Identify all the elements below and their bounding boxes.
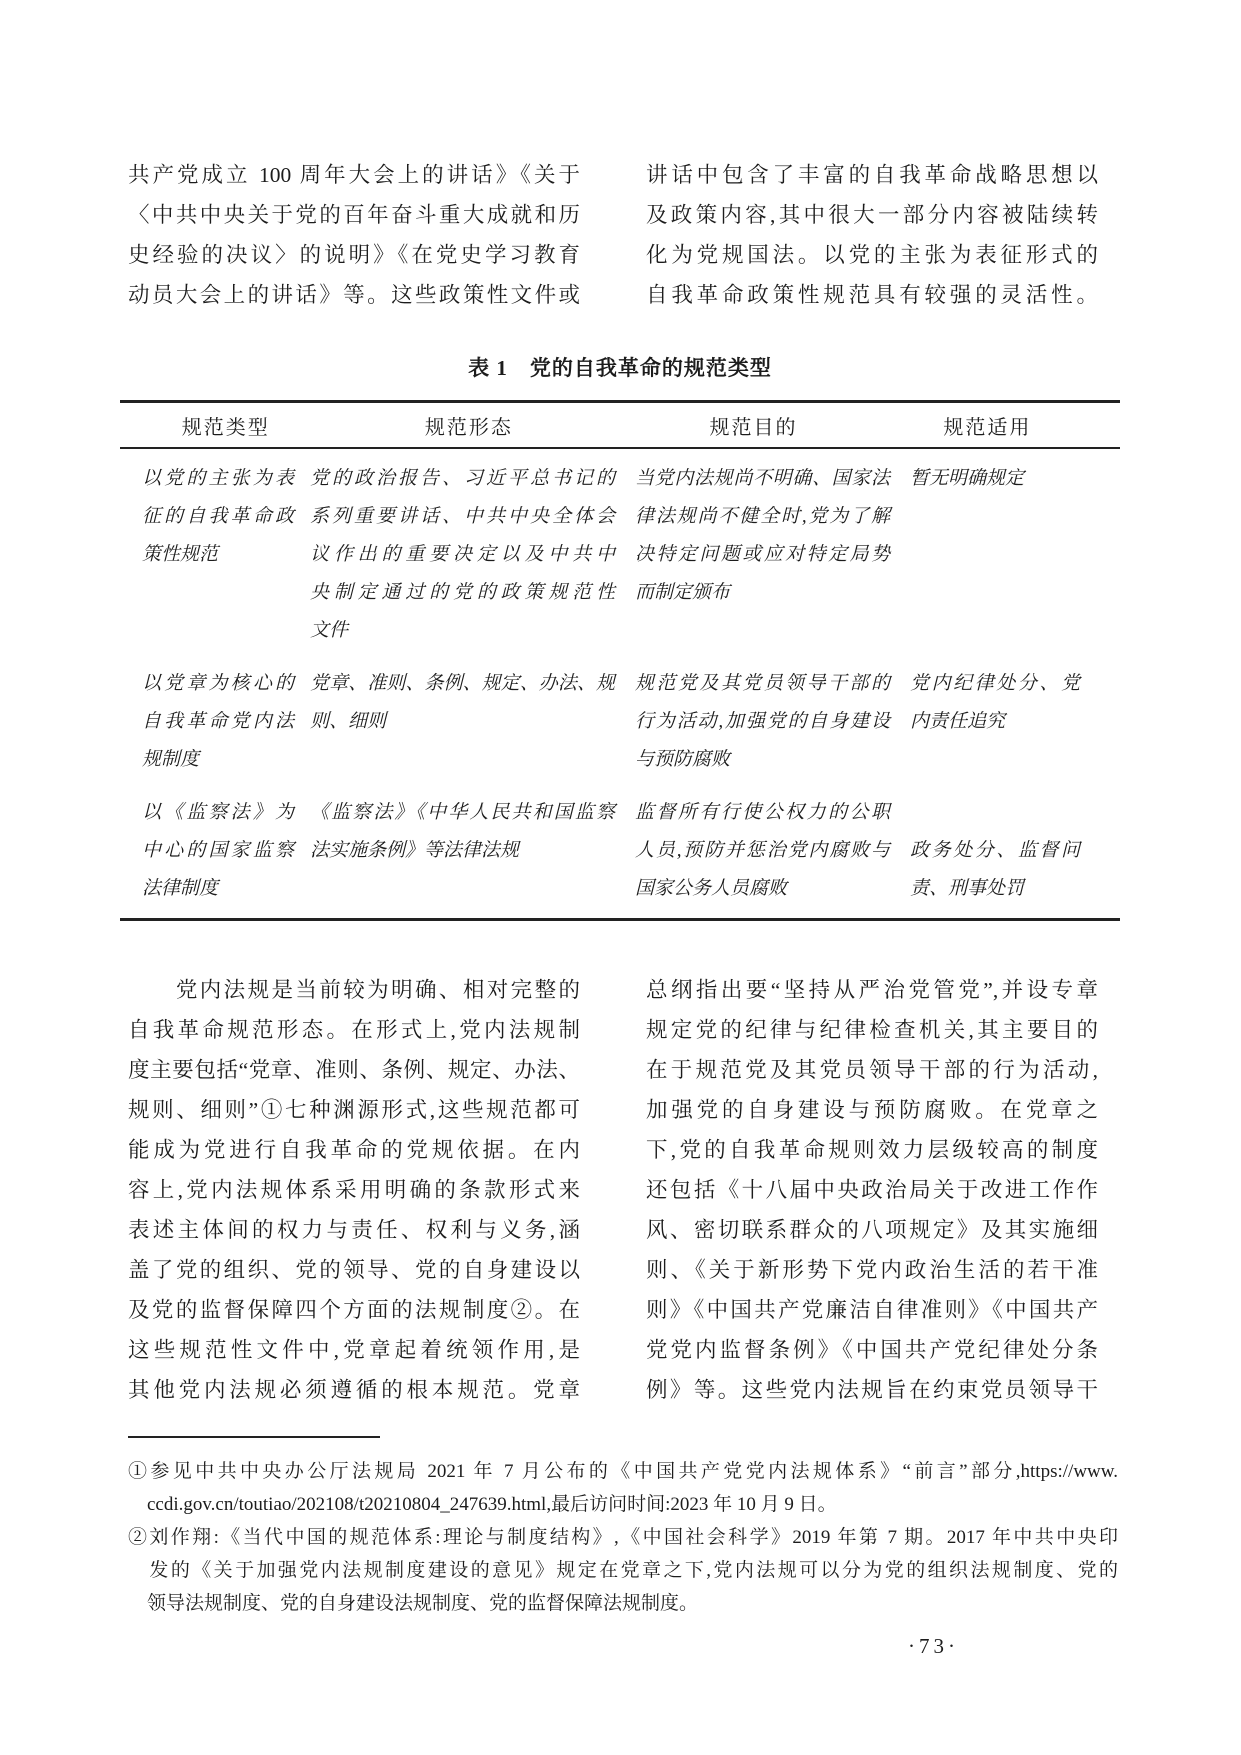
cell-norm-type xyxy=(120,794,310,908)
footnotes xyxy=(128,1455,1118,1620)
text-line: 发的《关于加强党内法规制度建设的意见》规定在党章之下,党内法规可以分为党的组织法规制度、党的 xyxy=(128,1560,1118,1581)
text-line: 在于规范党及其党员领导干部的行为活动, xyxy=(646,1058,1098,1082)
text-line: 与预防腐败 xyxy=(635,749,731,770)
cell-norm-type xyxy=(120,460,310,650)
cell-norm-application xyxy=(910,665,1120,779)
text-line: 下,党的自我革命规则效力层级较高的制度 xyxy=(646,1138,1098,1162)
table-header-norm-form: 规范形态 xyxy=(424,416,513,439)
intro-columns xyxy=(128,155,1118,315)
text-line: 文件 xyxy=(310,620,349,641)
text-line: 共产党成立 100 周年大会上的讲话》《关于 xyxy=(128,163,580,187)
text-line: 以《监察法》为 xyxy=(142,802,294,823)
cell-norm-purpose xyxy=(635,794,910,908)
text-line: ccdi.gov.cn/toutiao/202108/t20210804_247639.html,最后访问时间:2023 年 10 月 9 日。 xyxy=(128,1494,837,1515)
text-line: 其他党内法规必须遵循的根本规范。党章 xyxy=(128,1378,580,1402)
text-line: 还包括《十八届中央政治局关于改进工作作 xyxy=(646,1178,1098,1202)
text-line: 史经验的决议〉的说明》《在党史学习教育 xyxy=(128,243,580,267)
text-line: 容上,党内法规体系采用明确的条款形式来 xyxy=(128,1178,580,1202)
text-line: 总纲指出要“坚持从严治党管党”,并设专章 xyxy=(646,978,1098,1002)
text-line: 规定党的纪律与纪律检查机关,其主要目的 xyxy=(646,1018,1098,1042)
table-row xyxy=(120,665,1120,779)
text-line: 加强党的自身建设与预防腐败。在党章之 xyxy=(646,1098,1098,1122)
text-line: 法律制度 xyxy=(142,878,219,899)
text-line: 责、刑事处罚 xyxy=(910,878,1025,899)
text-line: 党的政治报告、习近平总书记的 xyxy=(310,468,615,489)
text-line: 中心的国家监察 xyxy=(142,840,294,861)
table-header-norm-type: 规范类型 xyxy=(181,416,270,439)
table-header-norm-application: 规范适用 xyxy=(943,416,1032,439)
text-line: 规制度 xyxy=(142,749,200,770)
text-line: 议作出的重要决定以及中共中 xyxy=(310,544,615,565)
text-line: 及党的监督保障四个方面的法规制度②。在 xyxy=(128,1298,580,1322)
text-line: 以党的主张为表 xyxy=(142,468,294,489)
text-line: 规范党及其党员领导干部的 xyxy=(635,673,890,694)
text-line: ②刘作翔:《当代中国的规范体系:理论与制度结构》,《中国社会科学》2019 年第 7 期。2017 年中共中央印 xyxy=(128,1527,1118,1548)
table-header-row xyxy=(120,403,1120,449)
text-line: 则》《中国共产党廉洁自律准则》《中国共产 xyxy=(646,1298,1098,1322)
text-line: 党党内监督条例》《中国共产党纪律处分条 xyxy=(646,1338,1098,1362)
text-line: 政务处分、监督问 xyxy=(910,840,1080,861)
text-line: 而制定颁布 xyxy=(635,582,731,603)
body-left-column xyxy=(128,970,580,1410)
text-line: 例》等。这些党内法规旨在约束党员领导干 xyxy=(646,1378,1098,1402)
text-line: 自我革命党内法 xyxy=(142,711,294,732)
text-line: 决特定问题或应对特定局势 xyxy=(635,544,890,565)
body-columns xyxy=(128,970,1118,1410)
normative-types-table xyxy=(120,400,1120,921)
text-line: 党内纪律处分、党 xyxy=(910,673,1080,694)
text-line: 表述主体间的权力与责任、权利与义务,涵 xyxy=(128,1218,580,1242)
text-line: 律法规尚不健全时,党为了解 xyxy=(635,506,890,527)
body-right-column xyxy=(646,970,1098,1410)
text-line: 国家公务人员腐败 xyxy=(635,878,788,899)
table-row xyxy=(120,460,1120,650)
table-caption: 表 1 党的自我革命的规范类型 xyxy=(468,356,772,380)
text-line: 自我革命规范形态。在形式上,党内法规制 xyxy=(128,1018,580,1042)
footnote-divider xyxy=(128,1436,380,1438)
text-line: 这些规范性文件中,党章起着统领作用,是 xyxy=(128,1338,580,1362)
text-line: 及政策内容,其中很大一部分内容被陆续转 xyxy=(646,203,1098,227)
text-line: 度主要包括“党章、准则、条例、规定、办法、 xyxy=(128,1058,580,1082)
text-line: 党内法规是当前较为明确、相对完整的 xyxy=(128,978,580,1002)
text-line: 策性规范 xyxy=(142,544,219,565)
text-line: 〈中共中央关于党的百年奋斗重大成就和历 xyxy=(128,203,580,227)
page-number: ·73· xyxy=(908,1634,959,1658)
text-line: 监督所有行使公权力的公职 xyxy=(635,802,890,823)
cell-norm-purpose xyxy=(635,665,910,779)
text-line: 讲话中包含了丰富的自我革命战略思想以 xyxy=(646,163,1098,187)
text-line: 人员,预防并惩治党内腐败与 xyxy=(635,840,890,861)
text-line: 内责任追究 xyxy=(910,711,1006,732)
text-line: 则、《关于新形势下党内政治生活的若干准 xyxy=(646,1258,1098,1282)
text-line: 领导法规制度、党的自身建设法规制度、党的监督保障法规制度。 xyxy=(128,1593,699,1614)
text-line: 征的自我革命政 xyxy=(142,506,294,527)
text-line: 风、密切联系群众的八项规定》及其实施细 xyxy=(646,1218,1098,1242)
cell-norm-purpose xyxy=(635,460,910,650)
cell-norm-application xyxy=(910,832,1120,908)
intro-right-column xyxy=(646,155,1098,315)
text-line: 则、细则 xyxy=(310,711,387,732)
text-line: 规则、细则”①七种渊源形式,这些规范都可 xyxy=(128,1098,580,1122)
text-line: 自我革命政策性规范具有较强的灵活性。 xyxy=(646,283,1098,307)
text-line: 法实施条例》等法律法规 xyxy=(310,840,520,861)
intro-left-column xyxy=(128,155,580,315)
text-line: 暂无明确规定 xyxy=(910,468,1025,489)
text-line: 动员大会上的讲话》等。这些政策性文件或 xyxy=(128,283,580,307)
text-line: 盖了党的组织、党的领导、党的自身建设以 xyxy=(128,1258,580,1282)
table-header-norm-purpose: 规范目的 xyxy=(709,416,798,439)
table-row xyxy=(120,794,1120,908)
text-line: 行为活动,加强党的自身建设 xyxy=(635,711,890,732)
cell-norm-form xyxy=(310,665,635,779)
text-line: 央制定通过的党的政策规范性 xyxy=(310,582,615,603)
text-line: 当党内法规尚不明确、国家法 xyxy=(635,468,890,489)
cell-norm-application xyxy=(910,460,1120,650)
text-line: 系列重要讲话、中共中央全体会 xyxy=(310,506,615,527)
text-line: 以党章为核心的 xyxy=(142,673,294,694)
text-line: 化为党规国法。以党的主张为表征形式的 xyxy=(646,243,1098,267)
text-line: ①参见中共中央办公厅法规局 2021 年 7 月公布的《中国共产党党内法规体系》“前言”部分,https://www. xyxy=(128,1461,1118,1482)
text-line: 《监察法》《中华人民共和国监察 xyxy=(310,802,615,823)
cell-norm-form xyxy=(310,794,635,908)
table-body xyxy=(120,449,1120,918)
text-line: 党章、准则、条例、规定、办法、规 xyxy=(310,673,615,694)
text-line: 能成为党进行自我革命的党规依据。在内 xyxy=(128,1138,580,1162)
cell-norm-type xyxy=(120,665,310,779)
cell-norm-form xyxy=(310,460,635,650)
